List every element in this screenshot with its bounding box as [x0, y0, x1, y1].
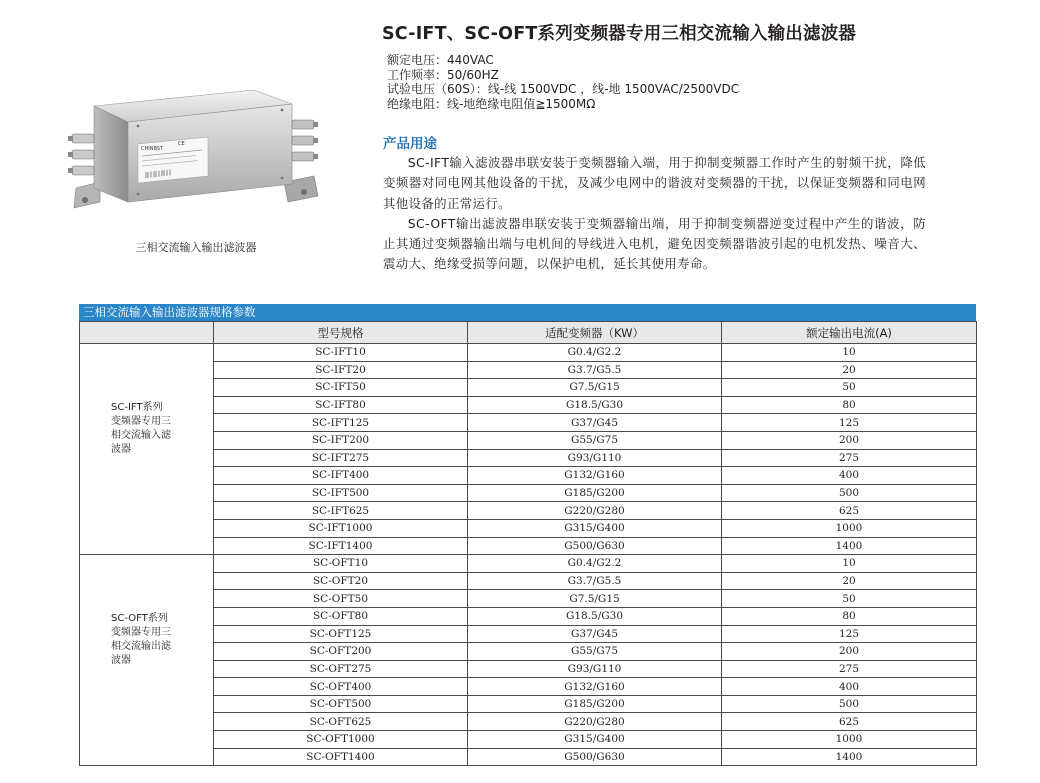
group-label-cell: [80, 555, 214, 766]
table-row: [80, 431, 977, 449]
inverter-cell: G220/G280: [468, 713, 722, 731]
table-row: [80, 695, 977, 713]
current-cell: 1000: [722, 519, 977, 537]
table-row: [80, 713, 977, 731]
table-body: [80, 344, 977, 766]
inverter-cell: G500/G630: [468, 748, 722, 766]
table-row: [80, 344, 977, 362]
model-cell: SC-OFT50: [214, 590, 468, 608]
table-row: [80, 379, 977, 397]
model-cell: SC-OFT200: [214, 643, 468, 661]
inverter-cell: G55/G75: [468, 643, 722, 661]
current-cell: 1000: [722, 731, 977, 749]
inverter-cell: G3.7/G5.5: [468, 361, 722, 379]
inverter-cell: G37/G45: [468, 414, 722, 432]
spec-frequency: 工作频率：50/60HZ: [387, 67, 499, 82]
model-cell: SC-OFT1000: [214, 731, 468, 749]
usage-heading: 产品用途: [383, 136, 437, 152]
inverter-cell: G18.5/G30: [468, 607, 722, 625]
inverter-cell: G7.5/G15: [468, 379, 722, 397]
model-cell: SC-IFT500: [214, 484, 468, 502]
model-cell: SC-IFT625: [214, 502, 468, 520]
usage-paragraph: SC-IFT输入滤波器串联安装于变频器输入端，用于抑制变频器工作时产生的射频干扰，降低变频器对同电网其他设备的干扰，及减少电网中的谐波对变频器的干扰，以保证变频器和同电网其他设备的正常运行。: [383, 155, 926, 211]
photo-caption: 三相交流输入输出滤波器: [135, 241, 257, 254]
model-cell: SC-OFT275: [214, 660, 468, 678]
table-row: [80, 449, 977, 467]
spec-insulation: 绝缘电阻：线-地绝缘电阻值≧1500MΩ: [387, 96, 596, 111]
usage-paragraph: SC-OFT输出滤波器串联安装于变频器输出端，用于抑制变频器逆变过程中产生的谐波，防止其通过变频器输出端与电机间的导线进入电机，避免因变频器谐波引起的电机发热、噪音大、震动大、绝缘受损等问题，以保护电机，延长其使用寿命。: [383, 215, 926, 272]
table-row: [80, 502, 977, 520]
current-cell: 50: [722, 379, 977, 397]
current-cell: 125: [722, 625, 977, 643]
inverter-cell: G93/G110: [468, 660, 722, 678]
current-cell: 200: [722, 431, 977, 449]
current-cell: 500: [722, 695, 977, 713]
model-cell: SC-IFT20: [214, 361, 468, 379]
current-cell: 50: [722, 590, 977, 608]
table-row: [80, 361, 977, 379]
usage-body: [383, 153, 926, 275]
model-cell: SC-OFT500: [214, 695, 468, 713]
current-cell: 20: [722, 572, 977, 590]
table-row: [80, 660, 977, 678]
inverter-cell: G132/G160: [468, 678, 722, 696]
header-inverter: 适配变频器（KW）: [468, 322, 722, 344]
current-cell: 10: [722, 555, 977, 573]
current-cell: 625: [722, 713, 977, 731]
current-cell: 1400: [722, 537, 977, 555]
label-brand: CHINBST: [141, 146, 164, 152]
header-model: 型号规格: [214, 322, 468, 344]
model-cell: SC-IFT200: [214, 431, 468, 449]
header-group: [80, 322, 214, 344]
table-row: [80, 396, 977, 414]
table-caption: 三相交流输入输出滤波器规格参数: [79, 304, 976, 321]
model-cell: SC-IFT10: [214, 344, 468, 362]
page-title: SC-IFT、SC-OFT系列变频器专用三相交流输入输出滤波器: [382, 24, 857, 44]
table-row: [80, 625, 977, 643]
table-row: [80, 467, 977, 485]
model-cell: SC-IFT400: [214, 467, 468, 485]
model-cell: SC-IFT1000: [214, 519, 468, 537]
model-cell: SC-OFT20: [214, 572, 468, 590]
table-row: [80, 519, 977, 537]
inverter-cell: G500/G630: [468, 537, 722, 555]
table-row: [80, 414, 977, 432]
inverter-cell: G185/G200: [468, 484, 722, 502]
table-row: [80, 484, 977, 502]
product-photo: [66, 84, 328, 219]
header-current: 额定输出电流(A): [722, 322, 977, 344]
current-cell: 80: [722, 396, 977, 414]
inverter-cell: G185/G200: [468, 695, 722, 713]
current-cell: 400: [722, 467, 977, 485]
model-cell: SC-IFT80: [214, 396, 468, 414]
model-cell: SC-OFT400: [214, 678, 468, 696]
inverter-cell: G0.4/G2.2: [468, 555, 722, 573]
current-cell: 10: [722, 344, 977, 362]
current-cell: 80: [722, 607, 977, 625]
spec-table-section: [79, 304, 976, 766]
group-label-cell: [80, 344, 214, 555]
current-cell: 625: [722, 502, 977, 520]
table-row: [80, 678, 977, 696]
model-cell: SC-IFT1400: [214, 537, 468, 555]
table-row: [80, 731, 977, 749]
model-cell: SC-OFT125: [214, 625, 468, 643]
table-row: [80, 590, 977, 608]
inverter-cell: G37/G45: [468, 625, 722, 643]
table-row: [80, 607, 977, 625]
model-cell: SC-OFT10: [214, 555, 468, 573]
inverter-cell: G7.5/G15: [468, 590, 722, 608]
inverter-cell: G55/G75: [468, 431, 722, 449]
label-mark: CE: [178, 141, 185, 147]
current-cell: 275: [722, 660, 977, 678]
spec-list: [387, 53, 739, 111]
current-cell: 200: [722, 643, 977, 661]
table-row: [80, 748, 977, 766]
model-cell: SC-IFT50: [214, 379, 468, 397]
group-label: SC-IFT系列变频器专用三相交流输入滤波器: [111, 402, 171, 456]
inverter-cell: G18.5/G30: [468, 396, 722, 414]
table-row: [80, 572, 977, 590]
model-cell: SC-IFT275: [214, 449, 468, 467]
inverter-cell: G132/G160: [468, 467, 722, 485]
table-row: [80, 555, 977, 573]
inverter-cell: G220/G280: [468, 502, 722, 520]
current-cell: 500: [722, 484, 977, 502]
inverter-cell: G93/G110: [468, 449, 722, 467]
model-cell: SC-OFT80: [214, 607, 468, 625]
inverter-cell: G0.4/G2.2: [468, 344, 722, 362]
table-row: [80, 537, 977, 555]
current-cell: 1400: [722, 748, 977, 766]
model-cell: SC-IFT125: [214, 414, 468, 432]
current-cell: 275: [722, 449, 977, 467]
spec-rated-voltage: 额定电压：440VAC: [387, 53, 494, 67]
current-cell: 20: [722, 361, 977, 379]
spec-test-voltage: 试验电压（60S）：线-线 1500VDC ，线-地 1500VAC/2500VDC: [387, 82, 740, 96]
group-label: SC-OFT系列变频器专用三相交流输出滤波器: [111, 613, 171, 667]
current-cell: 125: [722, 414, 977, 432]
spec-table: [79, 321, 977, 766]
table-row: [80, 643, 977, 661]
inverter-cell: G315/G400: [468, 731, 722, 749]
inverter-cell: G315/G400: [468, 519, 722, 537]
model-cell: SC-OFT1400: [214, 748, 468, 766]
table-header-row: [80, 322, 977, 344]
inverter-cell: G3.7/G5.5: [468, 572, 722, 590]
model-cell: SC-OFT625: [214, 713, 468, 731]
current-cell: 400: [722, 678, 977, 696]
